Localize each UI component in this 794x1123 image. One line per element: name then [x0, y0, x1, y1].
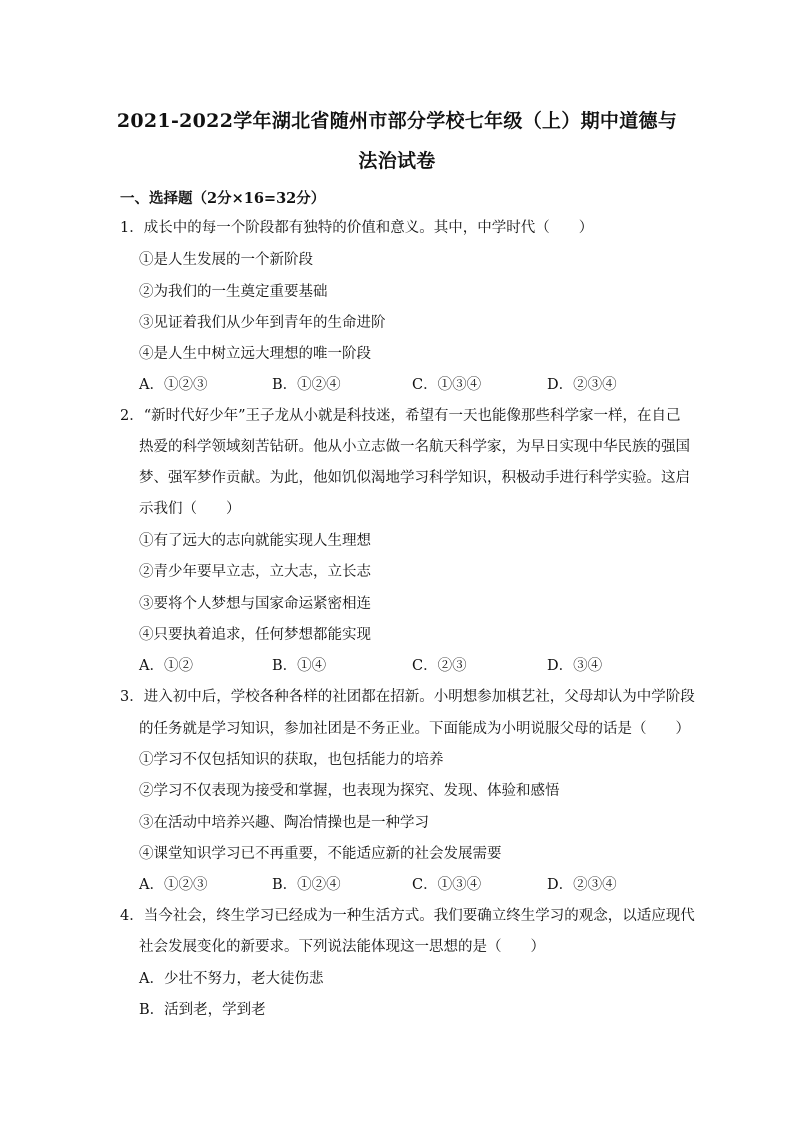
section-heading-choice: 一、选择题（2分×16=32分） — [120, 190, 326, 207]
question-3-option-a[interactable]: A．①②③ — [139, 877, 208, 893]
question-1-option-b[interactable]: B．①②④ — [272, 377, 341, 393]
question-2-stem-line-2: 热爱的科学领域刻苦钻研。他从小立志做一名航天科学家，为早日实现中华民族的强国 — [139, 439, 690, 455]
question-1-option-c[interactable]: C．①③④ — [412, 377, 482, 393]
question-1-item-4: ④是人生中树立远大理想的唯一阶段 — [139, 346, 371, 362]
question-3-item-1: ①学习不仅包括知识的获取，也包括能力的培养 — [139, 752, 444, 768]
question-3-option-c[interactable]: C．①③④ — [412, 877, 482, 893]
question-2-stem-line-4: 示我们（ ） — [139, 501, 241, 517]
exam-title-line-2: 法治试卷 — [358, 150, 436, 172]
question-3-item-3: ③在活动中培养兴趣、陶冶情操也是一种学习 — [139, 815, 429, 831]
question-2-option-b[interactable]: B．①④ — [272, 658, 327, 674]
question-2-item-4: ④只要执着追求，任何梦想都能实现 — [139, 627, 371, 643]
question-1-option-d[interactable]: D．②③④ — [547, 377, 617, 393]
question-2-option-d[interactable]: D．③④ — [547, 658, 603, 674]
question-2-stem-line-1: 2．“新时代好少年”王子龙从小就是科技迷，希望有一天也能像那些科学家一样，在自己 — [120, 408, 681, 424]
exam-title-line-1: 2021-2022学年湖北省随州市部分学校七年级（上）期中道德与 — [116, 110, 678, 132]
question-2-item-3: ③要将个人梦想与国家命运紧密相连 — [139, 596, 371, 612]
question-1-stem: 1．成长中的每一个阶段都有独特的价值和意义。其中，中学时代（ ） — [120, 220, 594, 236]
question-1-item-1: ①是人生发展的一个新阶段 — [139, 252, 313, 268]
question-4-option-a[interactable]: A．少壮不努力，老大徒伤悲 — [139, 971, 324, 987]
question-2-item-1: ①有了远大的志向就能实现人生理想 — [139, 533, 371, 549]
question-2-stem-line-3: 梦、强军梦作贡献。为此，他如饥似渴地学习科学知识，积极动手进行科学实验。这启 — [139, 470, 690, 486]
question-3-option-d[interactable]: D．②③④ — [547, 877, 617, 893]
question-1-option-a[interactable]: A．①②③ — [139, 377, 208, 393]
question-3-option-b[interactable]: B．①②④ — [272, 877, 341, 893]
question-1-item-3: ③见证着我们从少年到青年的生命进阶 — [139, 315, 386, 331]
question-1-item-2: ②为我们的一生奠定重要基础 — [139, 284, 328, 300]
question-4-option-b[interactable]: B．活到老，学到老 — [139, 1002, 266, 1018]
question-3-stem-line-1: 3．进入初中后，学校各种各样的社团都在招新。小明想参加棋艺社，父母却认为中学阶段 — [120, 689, 695, 705]
question-2-option-a[interactable]: A．①② — [139, 658, 193, 674]
question-4-stem-line-1: 4．当今社会，终生学习已经成为一种生活方式。我们要确立终生学习的观念，以适应现代 — [120, 908, 695, 924]
question-4-stem-line-2: 社会发展变化的新要求。下列说法能体现这一思想的是（ ） — [139, 939, 545, 955]
question-3-item-2: ②学习不仅表现为接受和掌握，也表现为探究、发现、体验和感悟 — [139, 783, 560, 799]
question-2-option-c[interactable]: C．②③ — [412, 658, 467, 674]
question-3-item-4: ④课堂知识学习已不再重要，不能适应新的社会发展需要 — [139, 846, 502, 862]
question-2-item-2: ②青少年要早立志，立大志，立长志 — [139, 564, 371, 580]
question-3-stem-line-2: 的任务就是学习知识，参加社团是不务正业。下面能成为小明说服父母的话是（ ） — [139, 721, 690, 737]
